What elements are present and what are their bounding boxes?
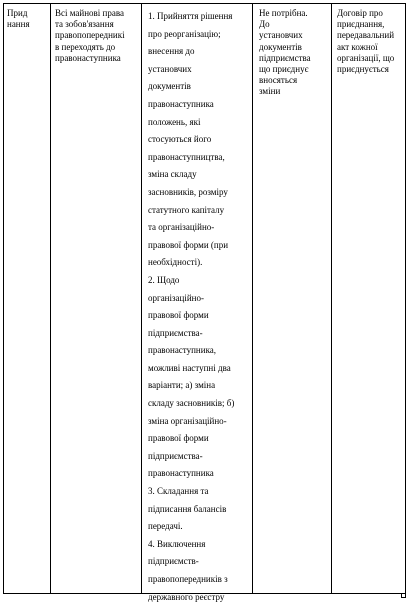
cell-type (4, 4, 51, 593)
text-line: Прид (7, 8, 28, 18)
text-line: правової форми (148, 433, 209, 444)
text-line: державного реєстру (148, 591, 225, 602)
text-line: про реорганізацію; (148, 28, 221, 39)
table-resize-handle[interactable] (401, 593, 406, 598)
text-line: стосуються його (148, 134, 212, 145)
text-line: можливі наступні два (148, 362, 231, 373)
text-line: вносяться (259, 75, 298, 86)
text-line: документів (148, 81, 191, 92)
text-line: засновників, розміру (148, 186, 228, 197)
text-line: До (259, 19, 270, 30)
text-line: статутного капіталу (148, 204, 225, 215)
text-line: Договір про (337, 8, 383, 18)
cell-procedure (142, 4, 253, 602)
text-line: та організаційно- (148, 222, 215, 233)
text-line: підписання балансів (148, 503, 227, 514)
text-line: правонаступника (55, 52, 121, 63)
text-line: Всі майнові права (55, 8, 124, 18)
text-line: підприємств- (148, 556, 199, 567)
text-line: приєднання, (337, 19, 385, 30)
text-line: правонаступника (148, 468, 214, 479)
text-line: 2. Щодо (148, 274, 180, 285)
text-line: організації, що (337, 52, 395, 63)
text-line: положень, які (148, 116, 201, 127)
text-line: правонаступника, (148, 345, 217, 356)
text-line: складу засновників; б) (148, 398, 235, 409)
text-line: зміна складу (148, 169, 197, 180)
text-line: 4. Виключення (148, 538, 206, 549)
text-line: підприємства- (148, 327, 203, 338)
text-line: акт кожної (337, 41, 378, 52)
text-line: правонаступника (148, 98, 214, 109)
text-line: варіанти; а) зміна (148, 380, 216, 391)
text-line: внесення до (148, 46, 195, 57)
text-line: правопопередникі (55, 30, 125, 41)
document-table (3, 3, 406, 602)
text-line: організаційно- (148, 292, 204, 303)
text-line: нання (7, 19, 30, 30)
text-line: передавальний (337, 30, 395, 41)
text-line: установчих (148, 63, 192, 74)
text-line: приєднується (337, 64, 389, 75)
text-line: підприємства (259, 52, 311, 63)
text-line: правової форми (при (148, 239, 229, 250)
text-line: передачі. (148, 521, 183, 532)
cell-agreement (332, 4, 405, 593)
text-line: правової форми (148, 310, 209, 321)
text-line: 1. Прийняття рішення (148, 11, 233, 21)
text-line: 3. Складання та (148, 486, 209, 497)
text-line: необхідності). (148, 257, 203, 268)
cell-constituent-docs (253, 4, 332, 593)
text-line: правопопередників з (148, 574, 228, 584)
text-line: документів (259, 41, 302, 52)
cell-rights-obligations (51, 4, 142, 593)
text-line: Не потрібна. (259, 8, 308, 18)
text-line: зміни (259, 86, 281, 97)
text-line: що приєднує (259, 64, 309, 75)
text-line: правонаступництва, (148, 151, 225, 162)
text-line: підприємства- (148, 450, 203, 461)
text-line: установчих (259, 30, 303, 41)
text-line: зміна організаційно- (148, 415, 227, 426)
text-line: в переходять до (55, 41, 116, 52)
text-line: та зобов'язання (55, 19, 114, 30)
